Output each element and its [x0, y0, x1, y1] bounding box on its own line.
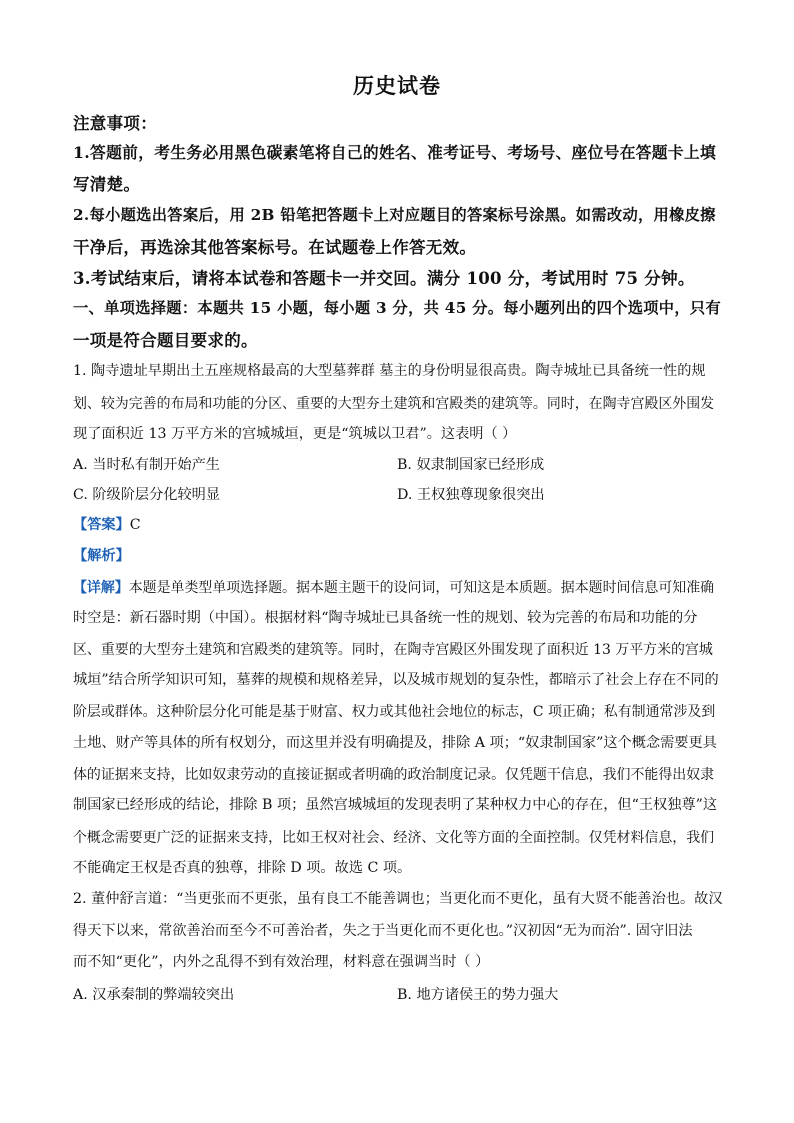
detail-line — [73, 576, 723, 596]
notice-line: 3.考试结束后，请将本试卷和答题卡一并交回。满分 100 分，考试用时 75 分钟。 — [73, 269, 695, 288]
section-heading: 一项是符合题目要求的。 — [73, 331, 258, 350]
question-1-stem: 现了面积近 13 万平方米的宫城城垣，更是“筑城以卫君”。这表明（ ） — [73, 426, 517, 442]
page-title: 历史试卷 — [353, 73, 441, 98]
detail-text: 本题是单类型单项选择题。据本题主题干的设问词，可知这是本质题。据本题时间信息可知准确 — [128, 580, 715, 596]
question-1-stem: 1. 陶寺遗址早期出土五座规格最高的大型墓葬群 墓主的身份明显很高贵。陶寺城址已具备统一性的规 — [73, 363, 706, 379]
question-1-stem: 划、较为完善的布局和功能的分区、重要的大型夯土建筑和宫殿类的建筑等。同时，在陶寺宫殿区外围发 — [73, 396, 715, 412]
notice-line: 1.答题前，考生务必用黑色碳素笔将自己的姓名、准考证号、考场号、座位号在答题卡上填 — [73, 143, 716, 162]
notice-line: 干净后，再选涂其他答案标号。在试题卷上作答无效。 — [73, 238, 477, 257]
detail-line: 制国家已经形成的结论，排除 B 项；虽然宫城城垣的发现表明了某种权力中心的存在，但“王权独尊”这 — [73, 797, 718, 813]
question-2-stem: 2. 董仲舒言道：“当更张而不更张，虽有良工不能善调也；当更化而不更化，虽有大贤不能善治也。故汉 — [73, 891, 723, 907]
question-1-option-b: B. 奴隶制国家已经形成 — [397, 457, 545, 473]
question-2-option-a: A. 汉承秦制的弊端较突出 — [73, 987, 235, 1003]
notice-heading: 注意事项： — [73, 114, 157, 133]
question-2-stem: 得天下以来，常欲善治而至今不可善治者，失之于当更化而不更化也。”汉初因“无为而治”. 固守旧法 — [73, 923, 693, 939]
question-2-stem: 而不知“更化”，内外之乱得不到有效治理，材料意在强调当时（ ） — [73, 954, 490, 970]
analysis-line — [73, 545, 723, 565]
detail-line: 城垣”结合所学知识可知，墓葬的规模和规格差异，以及城市规划的复杂性，都暗示了社会上存在不同的 — [73, 672, 719, 688]
detail-line: 体的证据来支持，比如奴隶劳动的直接证据或者明确的政治制度记录。仅凭题干信息，我们不能得出奴隶 — [73, 767, 715, 783]
question-1-option-a: A. 当时私有制开始产生 — [73, 457, 220, 473]
notice-line: 2.每小题选出答案后，用 2B 铅笔把答题卡上对应题目的答案标号涂黑。如需改动，用橡皮擦 — [73, 206, 716, 224]
question-1-option-c: C. 阶级阶层分化较明显 — [73, 487, 221, 503]
detail-line: 区、重要的大型夯土建筑和宫殿类的建筑等。同时，在陶寺宫殿区外围发现了面积近 13 万平方米的宫城 — [73, 642, 713, 658]
question-2-option-b: B. 地方诸侯王的势力强大 — [397, 987, 559, 1003]
analysis-label: 【解析】 — [73, 548, 130, 564]
notice-line: 写清楚。 — [73, 175, 141, 194]
question-1-option-d: D. 王权独尊现象很突出 — [397, 487, 545, 503]
detail-line: 不能确定王权是否真的独尊，排除 D 项。故选 C 项。 — [73, 860, 412, 876]
detail-line: 阶层或群体。这种阶层分化可能是基于财富、权力或其他社会地位的标志，C 项正确；私有制通常涉及到 — [73, 704, 716, 720]
section-heading: 一、单项选择题：本题共 15 小题，每小题 3 分，共 45 分。每小题列出的四个选项中，只有 — [73, 299, 722, 317]
answer-label: 【答案】 — [73, 517, 130, 533]
detail-label: 【详解】 — [73, 580, 129, 596]
detail-line: 个概念需要更广泛的证据来支持，比如王权对社会、经济、文化等方面的全面控制。仅凭材料信息，我们 — [73, 830, 715, 846]
answer-value: C — [129, 517, 141, 533]
detail-line: 时空是：新石器时期（中国）。根据材料“陶寺城址已具备统一性的规划、较为完善的布局和功能的分 — [73, 610, 698, 626]
answer-line — [73, 514, 723, 534]
detail-line: 土地、财产等具体的所有权划分，而这里并没有明确提及，排除 A 项；“奴隶制国家”这个概念需要更具 — [73, 735, 717, 751]
